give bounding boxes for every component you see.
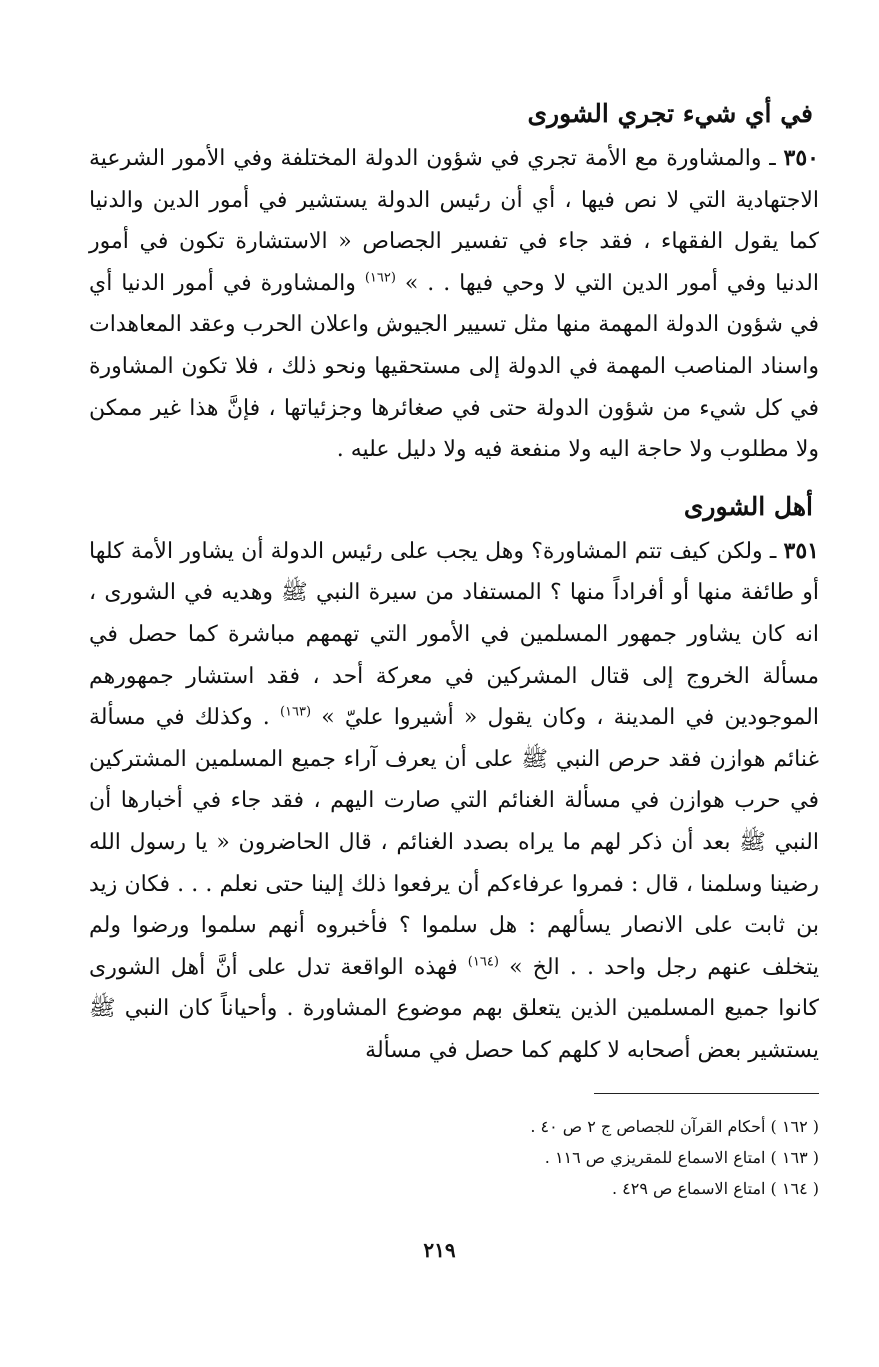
page-number: ٢١٩ xyxy=(423,1238,456,1262)
paragraph-text: ـ ولكن كيف تتم المشاورة؟ وهل يجب على رئيس الدولة أن يشاور الأمة كلها أو طائفة منها أو أفراداً منها ؟ المستفاد من سيرة النبي ﷺ وهديه في الشورى ، انه كان يشاور جمهور المسلمين في الأمور التي تهمهم مباشرة كما حصل في مسألة الخروج إلى قتال المشركين في معركة أحد ، فقد استشار جمهورهم الموجودين في المدينة ، وكان يقول « أشيروا عليّ » xyxy=(89,538,819,731)
footnote-reference: (١٦٤) xyxy=(467,954,499,970)
footnote-164: ( ١٦٤ ) امتاع الاسماع ص ٤٢٩ . xyxy=(612,1179,819,1198)
footnote-separator xyxy=(594,1093,819,1094)
paragraph-text: فهذه الواقعة تدل على أنَّ أهل الشورى كانوا جميع المسلمين الذين يتعلق بهم موضوع المشاورة . وأحياناً كان النبي ﷺ يستشير بعض أصحابه لا كلهم كما حصل في مسألة xyxy=(89,954,819,1063)
footnote-162: ( ١٦٢ ) أحكام القرآن للجصاص ج ٢ ص ٤٠ . xyxy=(530,1117,819,1136)
section-heading-shura-scope: في أي شيء تجري الشورى xyxy=(527,99,813,128)
paragraph-number: ٣٥١ xyxy=(783,537,819,564)
footnote-reference: (١٦٢) xyxy=(364,270,396,286)
paragraph-350 xyxy=(89,138,819,471)
footnote-reference: (١٦٣) xyxy=(279,704,312,720)
paragraph-number: ٣٥٠ xyxy=(783,145,819,171)
paragraph-text: . وكذلك في مسألة غنائم هوازن فقد حرص النبي ﷺ على أن يعرف آراء جميع المسلمين المشتركين في حرب هوازن في مسألة الغنائم التي صارت اليهم ، فقد جاء في أخبارها أن النبي ﷺ بعد أن ذكر لهم ما يراه بصدد الغنائم ، قال الحاضرون « يا رسول الله رضينا وسلمنا ، قال : فمروا عرفاءكم أن يرفعوا ذلك إلينا حتى نعلم . . . فكان زيد بن ثابت على الانصار يسألهم : هل سلموا ؟ فأخبروه أنهم سلموا ورضوا ولم يتخلف عنهم رجل واحد . . الخ » xyxy=(89,705,819,980)
footnotes xyxy=(89,1111,819,1204)
paragraph-text: والمشاورة في أمور الدنيا أي في شؤون الدولة المهمة منها مثل تسيير الجيوش واعلان الحرب وعقد المعاهدات واسناد المناصب المهمة في الدولة إلى مستحقيها ونحو ذلك ، فلا تكون المشاورة في كل شيء من شؤون الدولة حتى في صغائرها وجزئياتها ، فإنَّ هذا غير ممكن ولا مطلوب ولا حاجة اليه ولا منفعة فيه ولا دليل عليه . xyxy=(89,270,819,463)
paragraph-351 xyxy=(89,531,819,1072)
footnote-163: ( ١٦٣ ) امتاع الاسماع للمقريزي ص ١١٦ . xyxy=(544,1148,819,1167)
section-heading-shura-people: أهل الشورى xyxy=(683,491,813,521)
main-text-block xyxy=(89,90,819,1071)
paragraph-text: ـ والمشاورة مع الأمة تجري في شؤون الدولة المختلفة وفي الأمور الشرعية الاجتهادية التي لا نص فيها ، أي أن رئيس الدولة يستشير في أمور الدين والدنيا كما يقول الفقهاء ، فقد جاء في تفسير الجصاص « الاستشارة تكون في أمور الدنيا وفي أمور الدين التي لا وحي فيها . . » xyxy=(89,146,819,296)
